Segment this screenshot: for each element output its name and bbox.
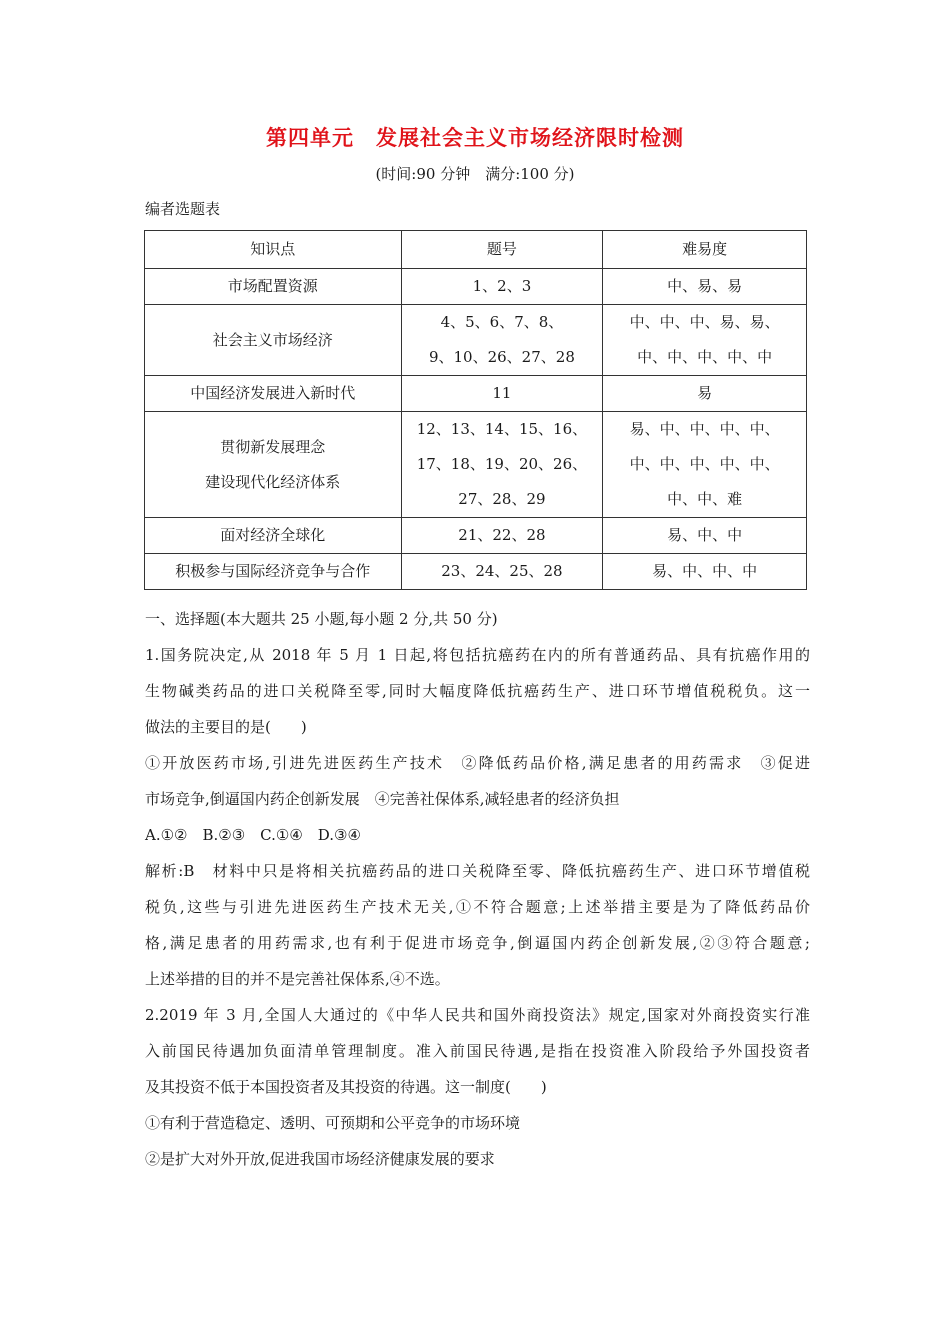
- difficulty-cell: [603, 269, 807, 305]
- topic-cell-line: 建设现代化经济体系: [205, 472, 341, 491]
- q1-options-line: 市场竞争,倒逼国内药企创新发展 ④完善社保体系,减轻患者的经济负担: [145, 790, 620, 808]
- question-numbers-cell-line: 17、18、19、20、26、: [416, 455, 588, 473]
- q2-option: ①有利于营造稳定、透明、可预期和公平竞争的市场环境: [145, 1114, 521, 1132]
- q1-stem-line: 生物碱类药品的进口关税降至零,同时大幅度降低抗癌药生产、进口环节增值税税负。这一: [145, 682, 810, 700]
- table-row: [145, 269, 807, 305]
- topic-cell: [145, 412, 402, 518]
- q2-option: ②是扩大对外开放,促进我国市场经济健康发展的要求: [145, 1150, 495, 1168]
- difficulty-cell-line: 中、易、易: [667, 277, 743, 295]
- table-header-row: [145, 231, 807, 269]
- topic-cell: [145, 518, 402, 554]
- topic-cell-line: 社会主义市场经济: [212, 330, 333, 349]
- q1-analysis-line: 格,满足患者的用药需求,也有利于促进市场竞争,倒逼国内药企创新发展,②③符合题意;: [145, 934, 810, 952]
- q1-analysis-line: 税负,这些与引进先进医药生产技术无关,①不符合题意;上述举措主要是为了降低药品价: [145, 898, 810, 916]
- topic-cell: [145, 376, 402, 412]
- table-row: [145, 518, 807, 554]
- topic-cell: [145, 305, 402, 376]
- topic-cell-line: 积极参与国际经济竞争与合作: [175, 562, 371, 580]
- question-numbers-cell-line: 9、10、26、27、28: [428, 348, 575, 366]
- table-row: [145, 412, 807, 518]
- table-row: [145, 305, 807, 376]
- topic-cell: [145, 554, 402, 590]
- difficulty-cell: [603, 305, 807, 376]
- difficulty-cell: [603, 554, 807, 590]
- difficulty-cell: [603, 518, 807, 554]
- q1-analysis-line: 解析:B 材料中只是将相关抗癌药品的进口关税降至零、降低抗癌药生产、进口环节增值税: [145, 862, 810, 880]
- question-numbers-cell-line: 4、5、6、7、8、: [440, 313, 564, 331]
- topic-cell-line: 中国经济发展进入新时代: [190, 384, 356, 402]
- difficulty-cell-line: 中、中、中、中、中、: [629, 455, 780, 473]
- question-numbers-cell-line: 12、13、14、15、16、: [416, 420, 588, 438]
- question-numbers-cell-line: 21、22、28: [458, 526, 546, 544]
- question-numbers-cell: [401, 554, 603, 590]
- q1-options-line: ①开放医药市场,引进先进医药生产技术 ②降低药品价格,满足患者的用药需求 ③促进: [145, 754, 810, 772]
- question-numbers-cell-line: 11: [492, 384, 512, 402]
- column-header: 知识点: [145, 231, 402, 269]
- question-numbers-cell-line: 1、2、3: [472, 277, 532, 295]
- topic-cell-line: 市场配置资源: [227, 277, 318, 295]
- question-numbers-cell: [401, 269, 603, 305]
- question-numbers-cell: [401, 376, 603, 412]
- q1-choices: A.①② B.②③ C.①④ D.③④: [145, 826, 361, 844]
- q2-stem-line: 2.2019 年 3 月,全国人大通过的《中华人民共和国外商投资法》规定,国家对外商投资实行准: [145, 1006, 810, 1024]
- table-row: [145, 376, 807, 412]
- difficulty-cell: [603, 412, 807, 518]
- column-header: 难易度: [603, 231, 807, 269]
- q1-stem-line: 1.国务院决定,从 2018 年 5 月 1 日起,将包括抗癌药在内的所有普通药品、具有抗癌作用的: [145, 646, 810, 664]
- q2-stem-line: 入前国民待遇加负面清单管理制度。准入前国民待遇,是指在投资准入阶段给予外国投资者: [145, 1042, 810, 1060]
- q1-stem-line: 做法的主要目的是( ): [145, 718, 307, 736]
- question-numbers-cell: [401, 305, 603, 376]
- question-numbers-cell-line: 27、28、29: [458, 490, 546, 508]
- difficulty-cell-line: 易: [697, 384, 713, 402]
- exam-time-score: (时间:90 分钟 满分:100 分): [375, 165, 575, 183]
- q1-analysis-line: 上述举措的目的并不是完善社保体系,④不选。: [145, 970, 450, 988]
- question-content: [145, 601, 810, 1177]
- question-numbers-cell: [401, 412, 603, 518]
- q2-stem-line: 及其投资不低于本国投资者及其投资的待遇。这一制度( ): [145, 1078, 547, 1096]
- topic-cell: [145, 269, 402, 305]
- difficulty-cell-line: 易、中、中: [667, 526, 743, 544]
- page-title: 第四单元 发展社会主义市场经济限时检测: [266, 126, 684, 150]
- question-numbers-cell: [401, 518, 603, 554]
- topic-cell-line: 贯彻新发展理念: [220, 437, 326, 456]
- table-caption: 编者选题表: [145, 200, 221, 218]
- difficulty-cell-line: 中、中、中、易、易、: [629, 313, 780, 331]
- question-numbers-cell-line: 23、24、25、28: [441, 562, 563, 580]
- difficulty-cell-line: 易、中、中、中: [652, 562, 758, 580]
- difficulty-cell-line: 中、中、中、中、中: [637, 348, 773, 366]
- question-selection-table: [144, 230, 807, 590]
- difficulty-cell: [603, 376, 807, 412]
- column-header: 题号: [401, 231, 603, 269]
- difficulty-cell-line: 易、中、中、中、中、: [629, 420, 780, 438]
- difficulty-cell-line: 中、中、难: [667, 490, 743, 508]
- section-heading: 一、选择题(本大题共 25 小题,每小题 2 分,共 50 分): [145, 610, 498, 628]
- table-row: [145, 554, 807, 590]
- topic-cell-line: 面对经济全球化: [220, 526, 326, 544]
